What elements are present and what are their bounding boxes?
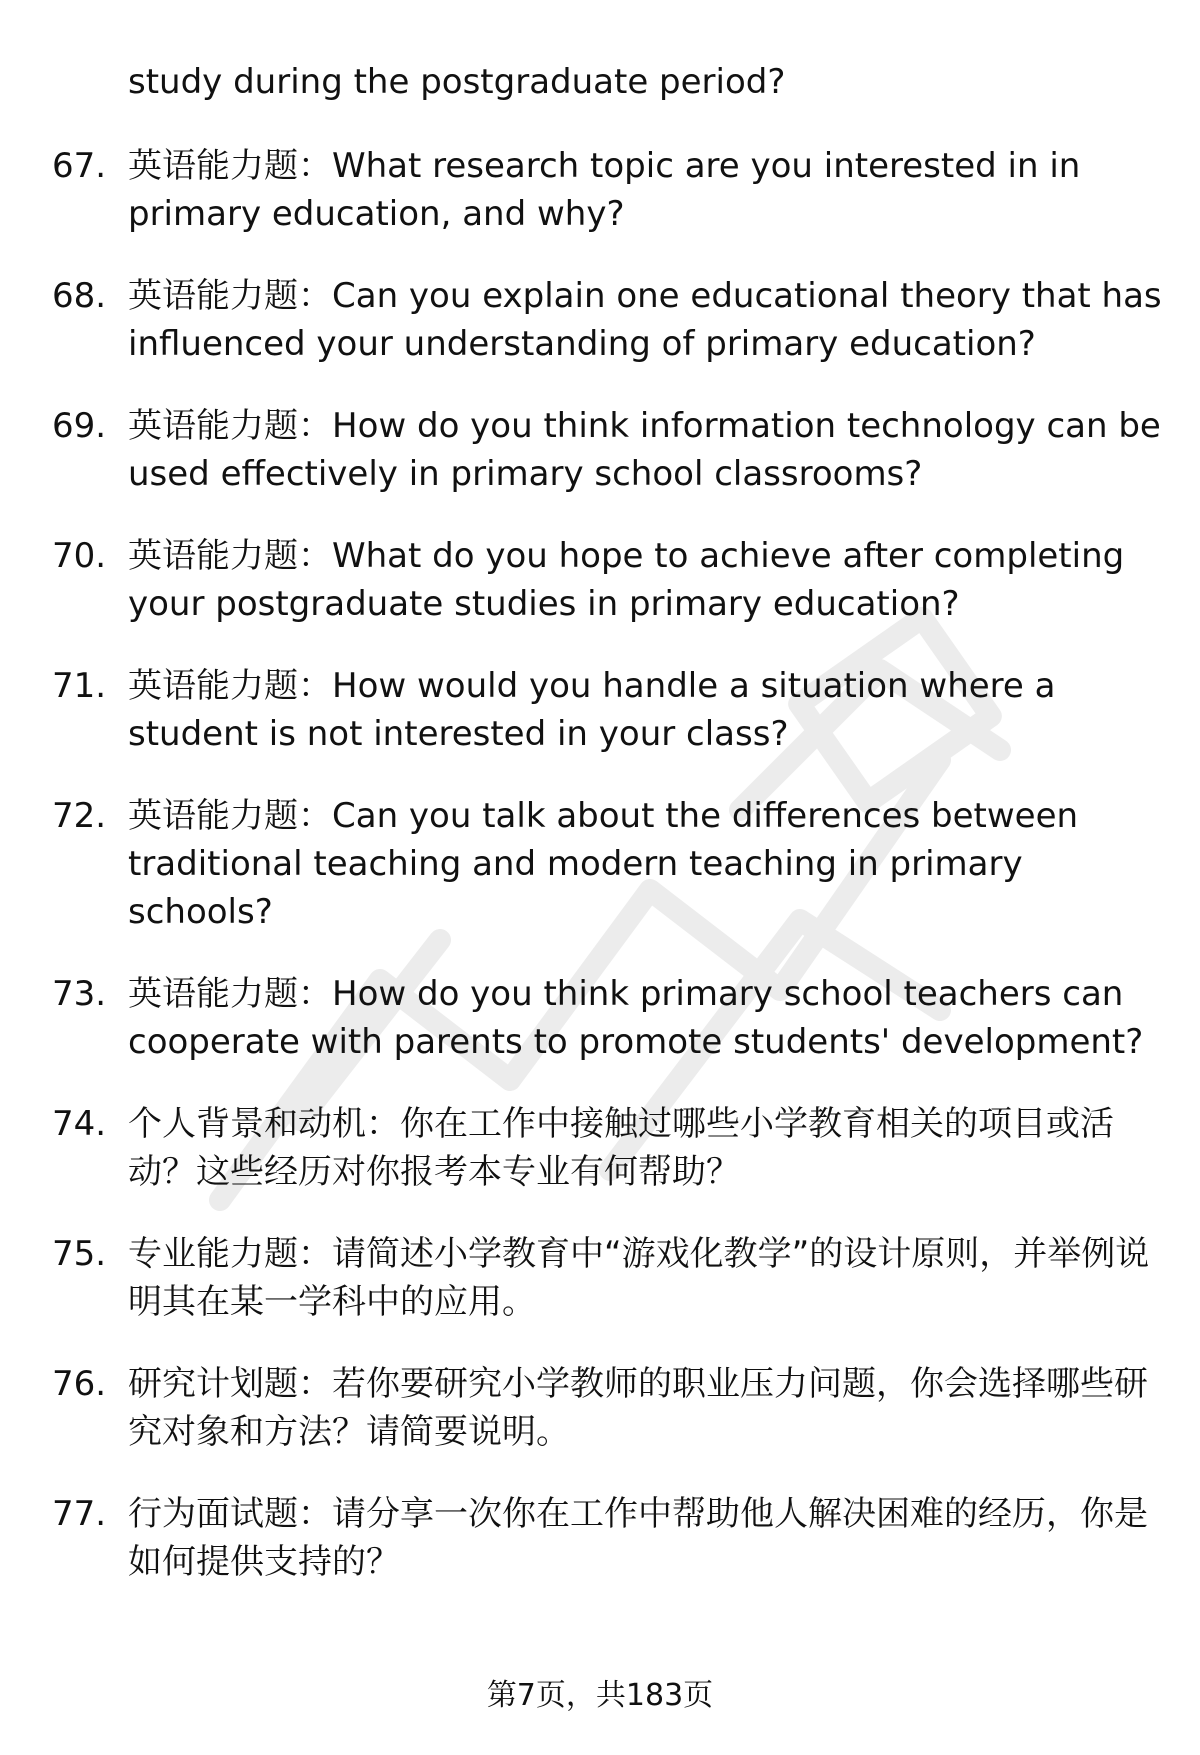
- list-item: [52, 142, 1172, 238]
- question-body: 请分享一次你在工作中帮助他人解决困难的经历，你是如何提供支持的？: [128, 1494, 1148, 1582]
- question-body: How do you think primary school teachers can cooperate with parents to promote students' development?: [128, 974, 1144, 1062]
- list-item: [52, 532, 1172, 628]
- question-category: 英语能力题：: [128, 974, 332, 1014]
- question-number: 71.: [52, 666, 107, 706]
- question-number: 68.: [52, 276, 107, 316]
- question-body: What do you hope to achieve after completing your postgraduate studies in primary education?: [128, 536, 1125, 624]
- question-text: [128, 532, 1172, 628]
- question-number: 69.: [52, 406, 107, 446]
- question-body: Can you explain one educational theory that has influenced your understanding of primary education?: [128, 276, 1162, 364]
- question-category: 专业能力题：: [128, 1234, 332, 1274]
- question-text: [128, 1490, 1172, 1586]
- question-body: 你在工作中接触过哪些小学教育相关的项目或活动？这些经历对你报考本专业有何帮助？: [128, 1104, 1114, 1192]
- question-category: 英语能力题：: [128, 666, 332, 706]
- question-body: 请简述小学教育中“游戏化教学”的设计原则，并举例说明其在某一学科中的应用。: [128, 1234, 1150, 1322]
- question-body: How do you think information technology can be used effectively in primary school classrooms?: [128, 406, 1161, 494]
- question-text: [128, 970, 1172, 1066]
- question-number: 72.: [52, 796, 107, 836]
- continuation-text: study during the postgraduate period?: [128, 62, 786, 102]
- question-body: 若你要研究小学教师的职业压力问题，你会选择哪些研究对象和方法？请简要说明。: [128, 1364, 1148, 1452]
- list-item: [52, 1100, 1172, 1196]
- question-number: 70.: [52, 536, 107, 576]
- page-number-footer: 第7页，共183页: [486, 1678, 714, 1713]
- question-text: [128, 1230, 1172, 1326]
- list-item: [52, 1230, 1172, 1326]
- list-item: [52, 970, 1172, 1066]
- question-text: [128, 272, 1172, 368]
- question-body: What research topic are you interested in in primary education, and why?: [128, 146, 1081, 234]
- question-category: 研究计划题：: [128, 1364, 332, 1404]
- question-number: 67.: [52, 146, 107, 186]
- list-item: [52, 662, 1172, 758]
- question-text: [128, 1360, 1172, 1456]
- question-text: [128, 402, 1172, 498]
- list-item: [52, 1360, 1172, 1456]
- question-text: [128, 1100, 1172, 1196]
- question-category: 英语能力题：: [128, 536, 332, 576]
- question-number: 76.: [52, 1364, 107, 1404]
- question-category: 英语能力题：: [128, 146, 332, 186]
- question-body: How would you handle a situation where a student is not interested in your class?: [128, 666, 1056, 754]
- list-item: [52, 402, 1172, 498]
- question-category: 英语能力题：: [128, 276, 332, 316]
- question-category: 个人背景和动机：: [128, 1104, 400, 1144]
- question-category: 英语能力题：: [128, 796, 332, 836]
- question-category: 行为面试题：: [128, 1494, 332, 1534]
- question-text: [128, 792, 1172, 936]
- question-number: 77.: [52, 1494, 107, 1534]
- list-item: [52, 1490, 1172, 1586]
- question-category: 英语能力题：: [128, 406, 332, 446]
- question-number: 73.: [52, 974, 107, 1014]
- list-item: [52, 792, 1172, 936]
- question-list: [52, 142, 1172, 1606]
- list-item: [52, 272, 1172, 368]
- question-number: 75.: [52, 1234, 107, 1274]
- question-text: [128, 142, 1172, 238]
- question-number: 74.: [52, 1104, 107, 1144]
- question-text: [128, 662, 1172, 758]
- question-body: Can you talk about the differences between traditional teaching and modern teaching in primary schools?: [128, 796, 1079, 932]
